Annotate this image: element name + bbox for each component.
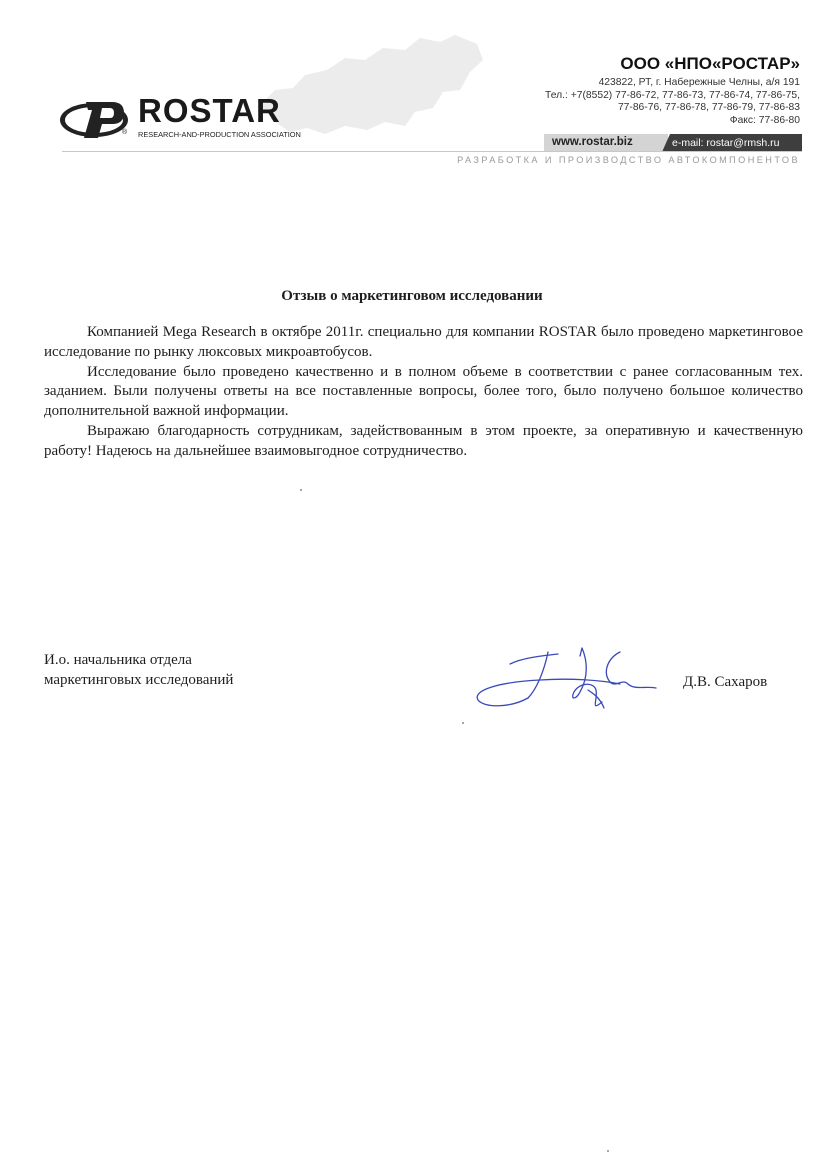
signer-position-line2: маркетинговых исследований [44,672,234,688]
scan-speck [300,489,302,491]
body-paragraph: Исследование было проведено качественно и в полном объеме в соответствии с ранее согласованным тех. заданием. Были получены ответы на все поставленные вопросы, более того, было получено большое количество дополнительной важной информации. [44,363,803,420]
company-tagline: РАЗРАБОТКА И ПРОИЗВОДСТВО АВТОКОМПОНЕНТОВ [457,155,800,165]
rostar-logo [58,92,328,144]
web-contact-bar [544,134,802,152]
document-body [44,323,803,462]
company-address: 423822, РТ, г. Набережные Челны, а/я 191 [598,77,800,88]
body-paragraph: Выражаю благодарность сотрудникам, задействованным в этом проекте, за оперативную и качественную работу! Надеюсь на дальнейшее взаимовыгодное сотрудничество. [44,422,803,459]
scan-speck [607,1150,609,1152]
logo-registered-mark: ® [122,129,128,136]
body-paragraph: Компанией Mega Research в октябре 2011г. специально для компании ROSTAR было проведено маркетинговое исследование по рынку люксовых микроавтобусов. [44,324,803,360]
company-phones-line2: 77-86-76, 77-86-78, 77-86-79, 77-86-83 [617,102,800,114]
logo-subtitle: RESEARCH-AND-PRODUCTION ASSOCIATION [138,130,301,139]
company-phones-line1: Тел.: +7(8552) 77-86-72, 77-86-73, 77-86-74, 77-86-75, [545,89,800,101]
signer-name: Д.В. Сахаров [683,674,768,690]
signer-position-line1: И.о. начальника отдела [44,652,192,668]
handwritten-signature [470,638,670,728]
company-contacts [545,77,800,127]
header-divider [62,151,802,152]
logo-wordmark: ROSTAR [138,92,281,129]
email-link: e-mail: rostar@rmsh.ru [672,137,780,149]
scan-speck [462,722,464,724]
company-fax: Факс: 77-86-80 [729,114,800,126]
signer-position [44,650,233,690]
website-link: www.rostar.biz [552,136,633,148]
document-title: Отзыв о маркетинговом исследовании [281,288,543,304]
company-name: ООО «НПО«РОСТАР» [620,54,800,73]
